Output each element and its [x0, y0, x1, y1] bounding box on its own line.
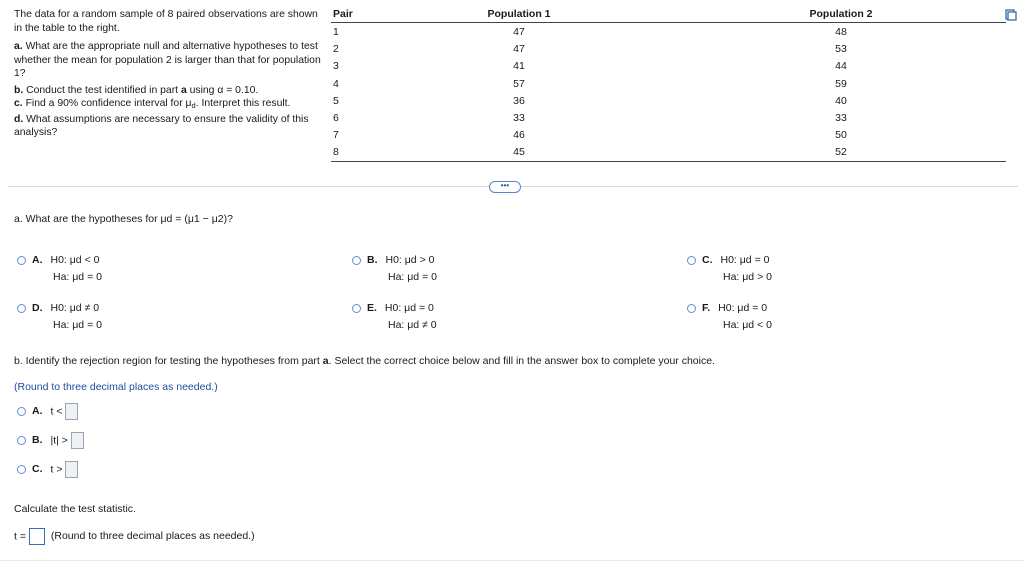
table-row — [331, 143, 1006, 160]
hypothesis-option-a[interactable] — [17, 252, 102, 286]
radio-button[interactable] — [352, 304, 361, 313]
part-b-prompt: b. Identify the rejection region for testing the hypotheses from part a. Select the correct choice below and fill in the answer box to complete your choice. — [14, 355, 715, 367]
option-label: F. — [702, 302, 711, 314]
population-1-cell: 45 — [513, 146, 525, 159]
t-label: t = — [14, 530, 26, 543]
intro-text: The data for a random sample of 8 paired observations are shown in the table to the right. — [14, 9, 318, 34]
header-pair: Pair — [333, 8, 353, 20]
h0-text: H0: μd = 0 — [384, 302, 434, 314]
h0-text: H0: μd > 0 — [385, 254, 435, 266]
question-part-a: a. What are the appropriate null and alternative hypotheses to test whether the mean for population 2 is larger than that for population 1? — [14, 41, 321, 79]
table-row — [331, 126, 1006, 143]
population-2-cell: 52 — [835, 146, 847, 159]
table-row — [331, 92, 1006, 109]
ha-text: Ha: μd = 0 — [53, 319, 102, 331]
option-expression: |t| > — [50, 434, 68, 447]
population-2-cell: 50 — [835, 129, 847, 142]
pair-cell: 7 — [333, 129, 339, 142]
test-statistic-line — [14, 528, 255, 545]
question-part-d: d. What assumptions are necessary to ensure the validity of this analysis? — [14, 113, 309, 138]
population-1-cell: 47 — [513, 43, 525, 56]
pair-cell: 1 — [333, 26, 339, 38]
population-2-cell: 53 — [835, 43, 847, 56]
answer-box[interactable] — [65, 403, 78, 420]
copy-icon[interactable] — [1005, 9, 1017, 21]
table-row — [331, 57, 1006, 74]
radio-button[interactable] — [17, 436, 26, 445]
population-1-cell: 41 — [513, 60, 525, 73]
calc-prompt: Calculate the test statistic. — [14, 503, 136, 515]
option-label: E. — [367, 302, 377, 314]
radio-button[interactable] — [17, 304, 26, 313]
population-2-cell: 44 — [835, 60, 847, 73]
ha-text: Ha: μd < 0 — [723, 319, 772, 331]
table-header — [331, 8, 1006, 23]
population-2-cell: 40 — [835, 94, 847, 107]
pair-cell: 4 — [333, 77, 339, 90]
h0-text: H0: μd < 0 — [50, 254, 100, 266]
table-row — [331, 40, 1006, 57]
table-bottom-rule — [331, 161, 1006, 162]
ha-text: Ha: μd > 0 — [723, 271, 772, 283]
more-button[interactable]: ••• — [489, 181, 521, 193]
table-row — [331, 75, 1006, 92]
h0-text: H0: μd = 0 — [720, 254, 770, 266]
question-text — [14, 8, 324, 145]
hypothesis-option-e[interactable] — [352, 300, 437, 334]
pair-cell: 8 — [333, 146, 339, 159]
population-1-cell: 57 — [513, 77, 525, 90]
population-1-cell: 33 — [513, 111, 525, 124]
table-row — [331, 109, 1006, 126]
header-population-2: Population 2 — [809, 8, 873, 20]
part-a-prompt: a. What are the hypotheses for μd = (μ1 − μ2)? — [14, 213, 233, 225]
population-2-cell: 59 — [835, 77, 847, 90]
option-label: A. — [32, 405, 43, 418]
hypothesis-option-d[interactable] — [17, 300, 102, 334]
h0-text: H0: μd = 0 — [718, 302, 768, 314]
population-1-cell: 47 — [513, 26, 525, 38]
ha-text: Ha: μd ≠ 0 — [388, 319, 437, 331]
question-part-b: b. Conduct the test identified in part a using α = 0.10. — [14, 84, 259, 96]
radio-button[interactable] — [17, 407, 26, 416]
data-table — [331, 8, 1006, 162]
answer-box[interactable] — [65, 461, 78, 478]
rejection-option-c[interactable] — [17, 461, 78, 478]
radio-button[interactable] — [687, 256, 696, 265]
radio-button[interactable] — [687, 304, 696, 313]
answer-box[interactable] — [71, 432, 84, 449]
option-label: A. — [32, 254, 43, 266]
pair-cell: 3 — [333, 60, 339, 73]
population-1-cell: 36 — [513, 94, 525, 107]
population-2-cell: 33 — [835, 111, 847, 124]
option-label: B. — [32, 434, 43, 447]
option-label: C. — [702, 254, 713, 266]
option-label: B. — [367, 254, 378, 266]
option-label: C. — [32, 463, 43, 476]
ha-text: Ha: μd = 0 — [388, 271, 437, 283]
option-expression: t > — [50, 463, 63, 476]
round-note: (Round to three decimal places as needed.) — [14, 381, 218, 393]
population-1-cell: 46 — [513, 129, 525, 142]
h0-text: H0: μd ≠ 0 — [50, 302, 100, 314]
pair-cell: 5 — [333, 94, 339, 107]
hypothesis-option-c[interactable] — [687, 252, 772, 286]
population-2-cell: 48 — [835, 26, 847, 38]
test-statistic-input[interactable] — [29, 528, 45, 545]
radio-button[interactable] — [17, 465, 26, 474]
rejection-option-a[interactable] — [17, 403, 78, 420]
rejection-option-b[interactable] — [17, 432, 84, 449]
header-population-1: Population 1 — [487, 8, 551, 20]
table-body — [331, 23, 1006, 161]
option-expression: t < — [50, 405, 63, 418]
hypothesis-option-f[interactable] — [687, 300, 772, 334]
pair-cell: 6 — [333, 111, 339, 124]
hypothesis-option-b[interactable] — [352, 252, 437, 286]
t-round-note: (Round to three decimal places as needed.) — [50, 530, 255, 543]
table-row — [331, 23, 1006, 40]
option-label: D. — [32, 302, 43, 314]
ha-text: Ha: μd = 0 — [53, 271, 102, 283]
radio-button[interactable] — [17, 256, 26, 265]
pair-cell: 2 — [333, 43, 339, 56]
question-part-c: c. Find a 90% confidence interval for $\mu_d$. Interpret this result. — [14, 98, 291, 110]
bottom-rule — [0, 560, 1024, 561]
radio-button[interactable] — [352, 256, 361, 265]
